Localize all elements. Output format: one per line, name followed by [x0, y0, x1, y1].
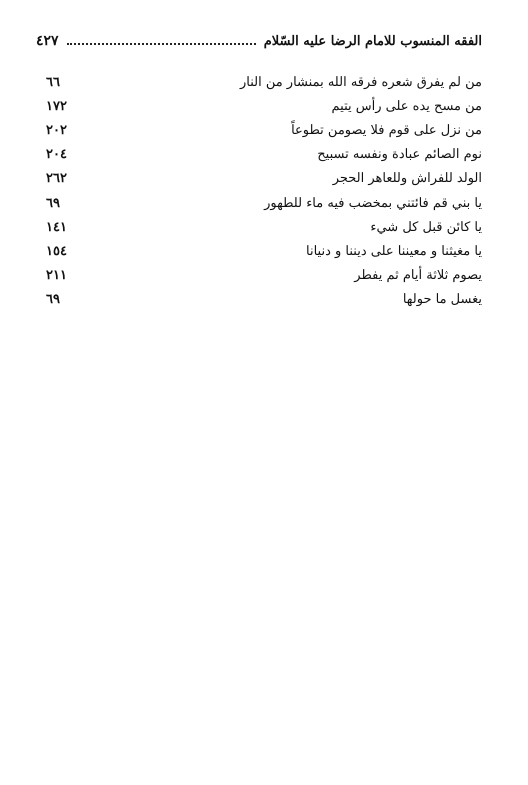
index-entry: [46, 288, 482, 312]
entry-text: الولد للفراش وللعاهر الحجر: [332, 171, 482, 187]
index-entry: [46, 167, 482, 191]
entry-text: من نزل على قوم فلا يصومن تطوعاً: [291, 122, 482, 138]
entry-page-number: ١٥٤: [46, 243, 67, 259]
entry-page-number: ٢٠٤: [46, 147, 67, 163]
entry-text: يا بني قم فائتني بمخضب فيه ماء للطهور: [264, 195, 482, 211]
index-entry: [46, 191, 482, 215]
entry-text: نوم الصائم عبادة ونفسه تسبيح: [317, 147, 482, 163]
entry-page-number: ٦٩: [46, 195, 60, 211]
entry-text: يصوم ثلاثة أيام ثم يفطر: [354, 268, 482, 284]
index-entry: [46, 70, 482, 94]
entry-page-number: ١٤١: [46, 219, 67, 235]
entry-text: يا كائن قبل كل شيء: [370, 219, 482, 235]
running-header: [36, 30, 482, 52]
index-entry: [46, 143, 482, 167]
entry-text: من لم يفرق شعره فرقه الله بمنشار من النار: [239, 74, 482, 90]
index-entry: [46, 264, 482, 288]
entry-page-number: ٢١١: [46, 268, 67, 284]
index-entry: [46, 118, 482, 142]
entry-text: يغسل ما حولها: [402, 292, 482, 308]
header-page-number: ٤٢٧: [36, 33, 59, 49]
entry-page-number: ٦٩: [46, 292, 60, 308]
entry-text: من مسح يده على رأس يتيم: [331, 98, 482, 114]
entry-text: يا مغيثنا و معيننا على ديننا و دنيانا: [306, 243, 482, 259]
index-entry: [46, 94, 482, 118]
entry-page-number: ٢٠٢: [46, 122, 67, 138]
header-title: الفقه المنسوب للامام الرضا عليه السّلام: [263, 33, 482, 49]
index-entry: [46, 239, 482, 263]
entry-page-number: ٢٦٢: [46, 171, 67, 187]
entry-page-number: ١٧٢: [46, 98, 67, 114]
header-dot-leader: [67, 42, 256, 45]
index-list: [46, 70, 482, 312]
entry-page-number: ٦٦: [46, 74, 60, 90]
index-entry: [46, 215, 482, 239]
